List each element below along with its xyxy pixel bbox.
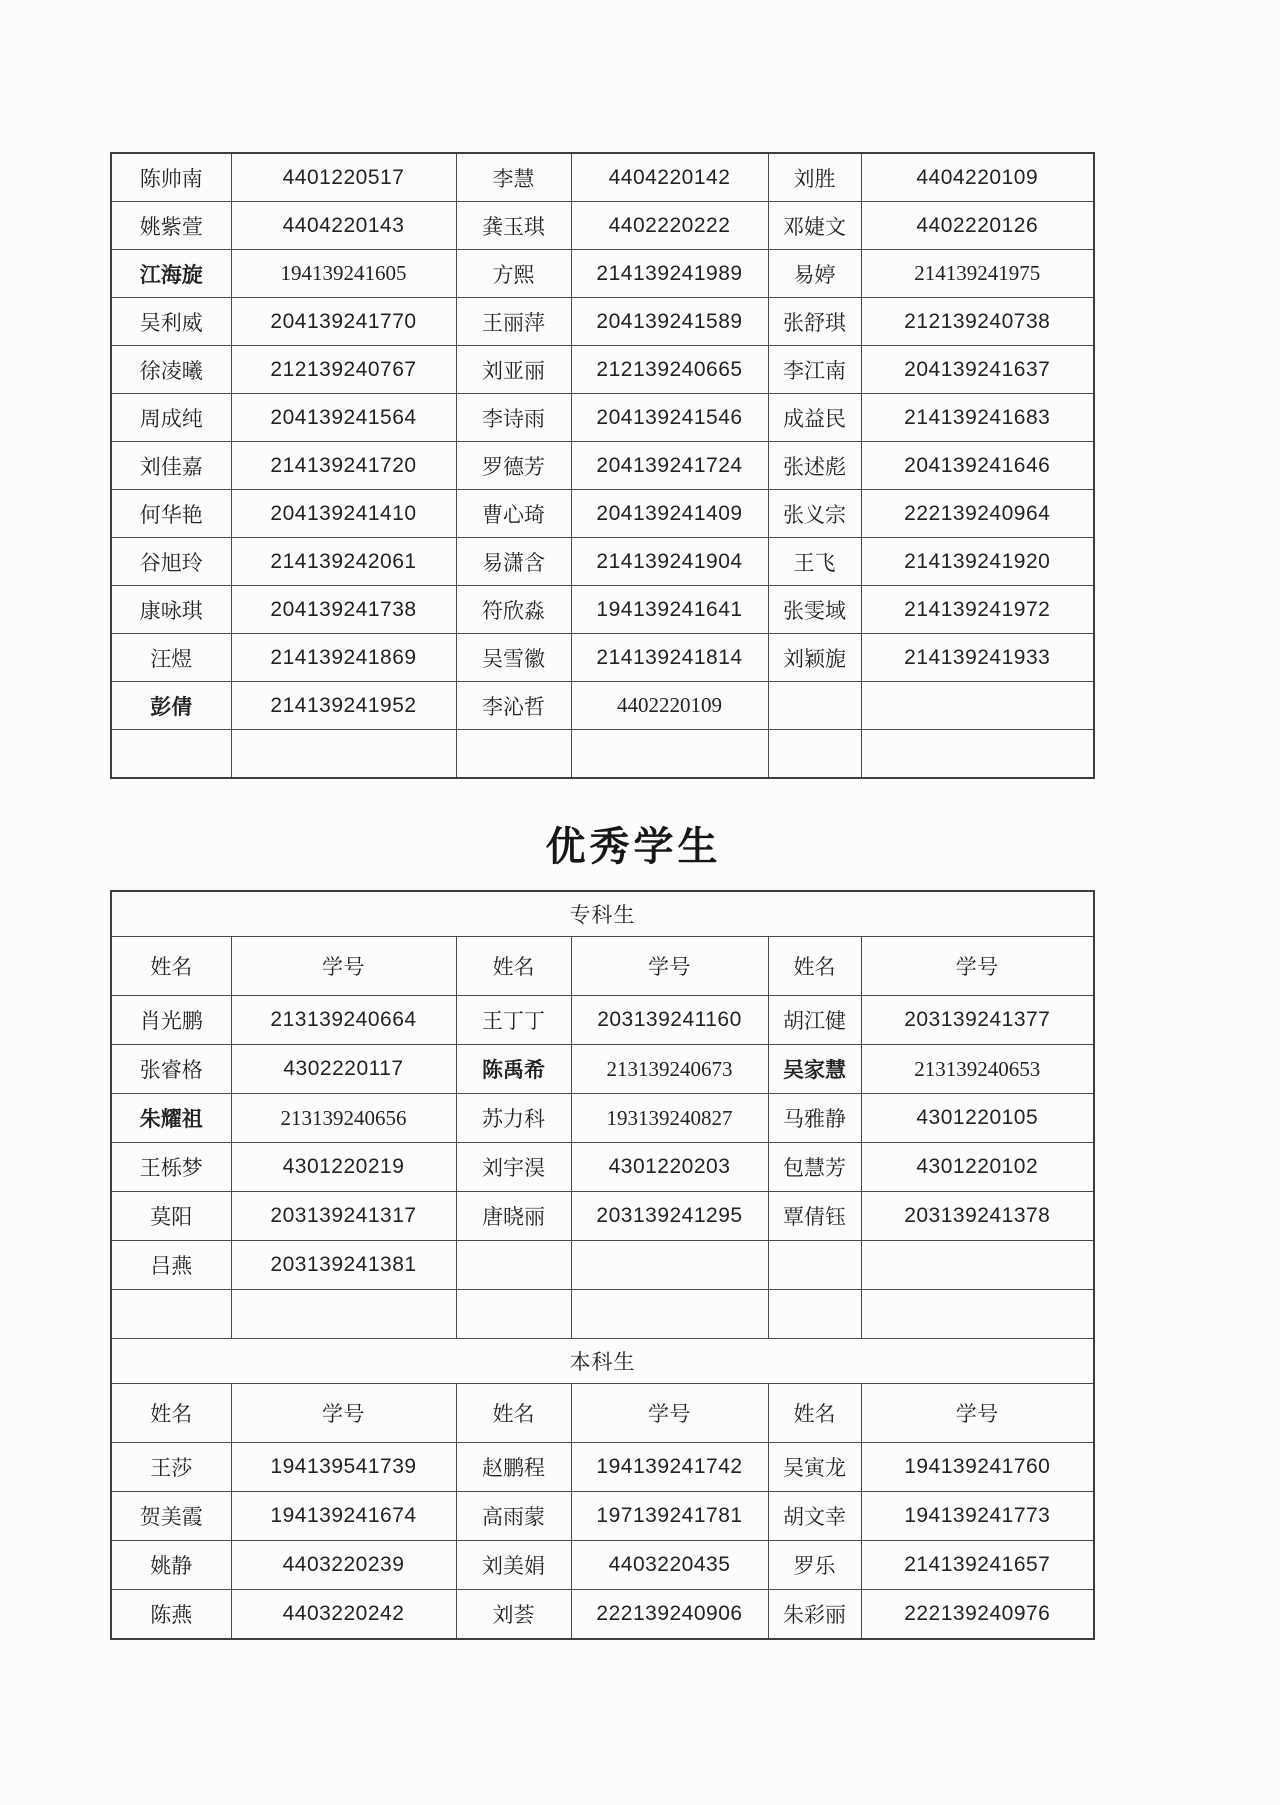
table-cell bbox=[231, 730, 456, 779]
table-cell: 4404220143 bbox=[231, 202, 456, 250]
table-row bbox=[111, 1143, 1094, 1192]
column-header-cell: 学号 bbox=[571, 1384, 768, 1443]
table-cell: 张义宗 bbox=[768, 490, 861, 538]
table-cell: 吕燕 bbox=[111, 1241, 231, 1290]
table-cell: 马雅静 bbox=[768, 1094, 861, 1143]
table-cell bbox=[861, 682, 1094, 730]
table-cell: 李江南 bbox=[768, 346, 861, 394]
page-title: 优秀学生 bbox=[545, 825, 722, 869]
table-cell: 龚玉琪 bbox=[456, 202, 571, 250]
table-cell: 194139241674 bbox=[231, 1492, 456, 1541]
table-cell: 193139240827 bbox=[571, 1094, 768, 1143]
table-row bbox=[111, 394, 1094, 442]
table-cell: 222139240964 bbox=[861, 490, 1094, 538]
column-header-cell: 姓名 bbox=[768, 1384, 861, 1443]
outstanding-students-table bbox=[110, 890, 1095, 1640]
table-cell: 203139241160 bbox=[571, 996, 768, 1045]
section-header-cell: 专科生 bbox=[111, 891, 1094, 937]
table-cell bbox=[231, 1290, 456, 1339]
table-cell bbox=[111, 1290, 231, 1339]
table-cell: 214139241952 bbox=[231, 682, 456, 730]
table-cell: 刘美娟 bbox=[456, 1541, 571, 1590]
table-cell: 4404220142 bbox=[571, 153, 768, 202]
table-cell: 194139241742 bbox=[571, 1443, 768, 1492]
table-cell: 苏力科 bbox=[456, 1094, 571, 1143]
table-cell: 4301220203 bbox=[571, 1143, 768, 1192]
column-header-cell: 学号 bbox=[571, 937, 768, 996]
table-cell: 江海旋 bbox=[111, 250, 231, 298]
table-row bbox=[111, 346, 1094, 394]
table-row bbox=[111, 730, 1094, 779]
table-cell: 曹心琦 bbox=[456, 490, 571, 538]
table-cell bbox=[571, 730, 768, 779]
table-cell bbox=[768, 1241, 861, 1290]
table-cell: 194139241641 bbox=[571, 586, 768, 634]
table-cell: 成益民 bbox=[768, 394, 861, 442]
table-cell: 204139241564 bbox=[231, 394, 456, 442]
table-cell: 222139240976 bbox=[861, 1590, 1094, 1640]
table-row bbox=[111, 996, 1094, 1045]
document-content bbox=[110, 152, 1093, 1640]
table-row bbox=[111, 1492, 1094, 1541]
table-cell bbox=[768, 1290, 861, 1339]
table-cell: 彭倩 bbox=[111, 682, 231, 730]
table-cell: 203139241295 bbox=[571, 1192, 768, 1241]
table-cell: 4404220109 bbox=[861, 153, 1094, 202]
student-roster-table-continued bbox=[110, 152, 1095, 779]
table-cell: 陈帅南 bbox=[111, 153, 231, 202]
table-cell: 4403220239 bbox=[231, 1541, 456, 1590]
section-header-cell: 本科生 bbox=[111, 1339, 1094, 1384]
table-cell: 唐晓丽 bbox=[456, 1192, 571, 1241]
table-cell: 4301220102 bbox=[861, 1143, 1094, 1192]
table-cell: 易婷 bbox=[768, 250, 861, 298]
table-cell: 李沁哲 bbox=[456, 682, 571, 730]
column-header-cell: 姓名 bbox=[456, 1384, 571, 1443]
table-row bbox=[111, 538, 1094, 586]
column-header-cell: 姓名 bbox=[456, 937, 571, 996]
table-cell: 何华艳 bbox=[111, 490, 231, 538]
table-row bbox=[111, 250, 1094, 298]
table-cell: 康咏琪 bbox=[111, 586, 231, 634]
outstanding-students-table-body bbox=[111, 891, 1094, 1639]
table-cell: 214139242061 bbox=[231, 538, 456, 586]
table-cell: 朱彩丽 bbox=[768, 1590, 861, 1640]
table-cell: 易潇含 bbox=[456, 538, 571, 586]
table-cell: 王莎 bbox=[111, 1443, 231, 1492]
table-cell: 214139241920 bbox=[861, 538, 1094, 586]
table-row bbox=[111, 1590, 1094, 1640]
table-cell: 204139241637 bbox=[861, 346, 1094, 394]
table-cell bbox=[768, 682, 861, 730]
table-cell bbox=[111, 730, 231, 779]
table-cell: 214139241975 bbox=[861, 250, 1094, 298]
table-cell: 姚静 bbox=[111, 1541, 231, 1590]
table-row bbox=[111, 1241, 1094, 1290]
table-cell: 王栎梦 bbox=[111, 1143, 231, 1192]
table-cell: 吴雪徽 bbox=[456, 634, 571, 682]
table-cell: 胡文幸 bbox=[768, 1492, 861, 1541]
table-row bbox=[111, 1045, 1094, 1094]
column-header-row bbox=[111, 937, 1094, 996]
table-cell: 214139241683 bbox=[861, 394, 1094, 442]
table-cell: 张睿格 bbox=[111, 1045, 231, 1094]
table-cell: 罗德芳 bbox=[456, 442, 571, 490]
table-row bbox=[111, 153, 1094, 202]
table-cell: 213139240664 bbox=[231, 996, 456, 1045]
column-header-cell: 学号 bbox=[861, 1384, 1094, 1443]
table-cell: 张舒琪 bbox=[768, 298, 861, 346]
table-cell: 王丽萍 bbox=[456, 298, 571, 346]
table-cell: 194139541739 bbox=[231, 1443, 456, 1492]
table-cell: 204139241770 bbox=[231, 298, 456, 346]
table-cell bbox=[571, 1241, 768, 1290]
column-header-cell: 学号 bbox=[861, 937, 1094, 996]
table-cell: 肖光鹏 bbox=[111, 996, 231, 1045]
table-cell: 203139241381 bbox=[231, 1241, 456, 1290]
table-cell: 王丁丁 bbox=[456, 996, 571, 1045]
table-cell: 周成纯 bbox=[111, 394, 231, 442]
table-cell: 214139241657 bbox=[861, 1541, 1094, 1590]
table-cell: 陈禹希 bbox=[456, 1045, 571, 1094]
table-cell: 邓婕文 bbox=[768, 202, 861, 250]
table-cell: 4401220517 bbox=[231, 153, 456, 202]
table-cell: 194139241760 bbox=[861, 1443, 1094, 1492]
table-cell: 高雨蒙 bbox=[456, 1492, 571, 1541]
table-cell: 赵鹏程 bbox=[456, 1443, 571, 1492]
table-cell: 203139241317 bbox=[231, 1192, 456, 1241]
table-cell: 符欣淼 bbox=[456, 586, 571, 634]
table-row bbox=[111, 634, 1094, 682]
table-cell: 4403220435 bbox=[571, 1541, 768, 1590]
table-cell: 194139241773 bbox=[861, 1492, 1094, 1541]
table-cell bbox=[456, 1241, 571, 1290]
table-cell: 胡江健 bbox=[768, 996, 861, 1045]
table-row bbox=[111, 1443, 1094, 1492]
table-cell: 214139241720 bbox=[231, 442, 456, 490]
table-row bbox=[111, 490, 1094, 538]
column-header-cell: 姓名 bbox=[111, 937, 231, 996]
table-cell: 4301220105 bbox=[861, 1094, 1094, 1143]
table-cell bbox=[861, 1290, 1094, 1339]
table-cell: 4402220126 bbox=[861, 202, 1094, 250]
table-cell: 张述彪 bbox=[768, 442, 861, 490]
table-cell: 214139241972 bbox=[861, 586, 1094, 634]
table-cell: 194139241605 bbox=[231, 250, 456, 298]
table-cell bbox=[861, 730, 1094, 779]
table-cell: 刘胜 bbox=[768, 153, 861, 202]
table-cell: 197139241781 bbox=[571, 1492, 768, 1541]
table-cell: 212139240738 bbox=[861, 298, 1094, 346]
table-cell: 罗乐 bbox=[768, 1541, 861, 1590]
table-cell: 214139241989 bbox=[571, 250, 768, 298]
table-cell: 刘颖旎 bbox=[768, 634, 861, 682]
table-cell: 204139241738 bbox=[231, 586, 456, 634]
table-cell: 204139241646 bbox=[861, 442, 1094, 490]
table-cell: 212139240767 bbox=[231, 346, 456, 394]
table-cell: 莫阳 bbox=[111, 1192, 231, 1241]
table-cell: 214139241904 bbox=[571, 538, 768, 586]
column-header-cell: 学号 bbox=[231, 1384, 456, 1443]
column-header-cell: 姓名 bbox=[111, 1384, 231, 1443]
table-row bbox=[111, 1290, 1094, 1339]
table-cell: 213139240656 bbox=[231, 1094, 456, 1143]
table-cell: 214139241933 bbox=[861, 634, 1094, 682]
table-cell: 谷旭玲 bbox=[111, 538, 231, 586]
table-cell: 4403220242 bbox=[231, 1590, 456, 1640]
table-cell: 吴利威 bbox=[111, 298, 231, 346]
table-cell: 徐凌曦 bbox=[111, 346, 231, 394]
table-cell: 汪煜 bbox=[111, 634, 231, 682]
table-cell: 包慧芳 bbox=[768, 1143, 861, 1192]
table-cell: 213139240673 bbox=[571, 1045, 768, 1094]
table-cell: 204139241409 bbox=[571, 490, 768, 538]
table-cell: 贺美霞 bbox=[111, 1492, 231, 1541]
table-row bbox=[111, 442, 1094, 490]
table-row bbox=[111, 1094, 1094, 1143]
table-cell: 204139241724 bbox=[571, 442, 768, 490]
table-cell: 姚紫萱 bbox=[111, 202, 231, 250]
table-cell: 陈燕 bbox=[111, 1590, 231, 1640]
table-cell: 吴寅龙 bbox=[768, 1443, 861, 1492]
column-header-cell: 学号 bbox=[231, 937, 456, 996]
table-cell: 4402220109 bbox=[571, 682, 768, 730]
column-header-cell: 姓名 bbox=[768, 937, 861, 996]
table-cell: 214139241814 bbox=[571, 634, 768, 682]
table-row bbox=[111, 682, 1094, 730]
table-cell bbox=[456, 730, 571, 779]
table-cell: 212139240665 bbox=[571, 346, 768, 394]
table-cell: 222139240906 bbox=[571, 1590, 768, 1640]
table-cell bbox=[571, 1290, 768, 1339]
table-cell: 203139241378 bbox=[861, 1192, 1094, 1241]
table-cell: 吴家慧 bbox=[768, 1045, 861, 1094]
table-cell: 213139240653 bbox=[861, 1045, 1094, 1094]
table-cell: 李诗雨 bbox=[456, 394, 571, 442]
table-cell: 4301220219 bbox=[231, 1143, 456, 1192]
table-cell: 203139241377 bbox=[861, 996, 1094, 1045]
table-cell: 204139241410 bbox=[231, 490, 456, 538]
table-cell: 方熙 bbox=[456, 250, 571, 298]
section-header-row bbox=[111, 891, 1094, 937]
table-cell: 朱耀祖 bbox=[111, 1094, 231, 1143]
table-row bbox=[111, 1541, 1094, 1590]
table-cell bbox=[768, 730, 861, 779]
table-row bbox=[111, 1192, 1094, 1241]
table-cell: 4302220117 bbox=[231, 1045, 456, 1094]
table-cell: 204139241546 bbox=[571, 394, 768, 442]
table-row bbox=[111, 298, 1094, 346]
table-cell: 张雯域 bbox=[768, 586, 861, 634]
table-cell: 刘荟 bbox=[456, 1590, 571, 1640]
student-roster-table-body bbox=[111, 153, 1094, 778]
table-cell: 李慧 bbox=[456, 153, 571, 202]
table-cell: 刘亚丽 bbox=[456, 346, 571, 394]
table-cell: 刘宇淏 bbox=[456, 1143, 571, 1192]
table-cell: 4402220222 bbox=[571, 202, 768, 250]
table-cell bbox=[456, 1290, 571, 1339]
table-cell: 覃倩钰 bbox=[768, 1192, 861, 1241]
table-cell: 王飞 bbox=[768, 538, 861, 586]
table-cell: 刘佳嘉 bbox=[111, 442, 231, 490]
section-header-row bbox=[111, 1339, 1094, 1384]
table-cell: 214139241869 bbox=[231, 634, 456, 682]
table-cell bbox=[861, 1241, 1094, 1290]
table-row bbox=[111, 586, 1094, 634]
table-row bbox=[111, 202, 1094, 250]
table-cell: 204139241589 bbox=[571, 298, 768, 346]
column-header-row bbox=[111, 1384, 1094, 1443]
